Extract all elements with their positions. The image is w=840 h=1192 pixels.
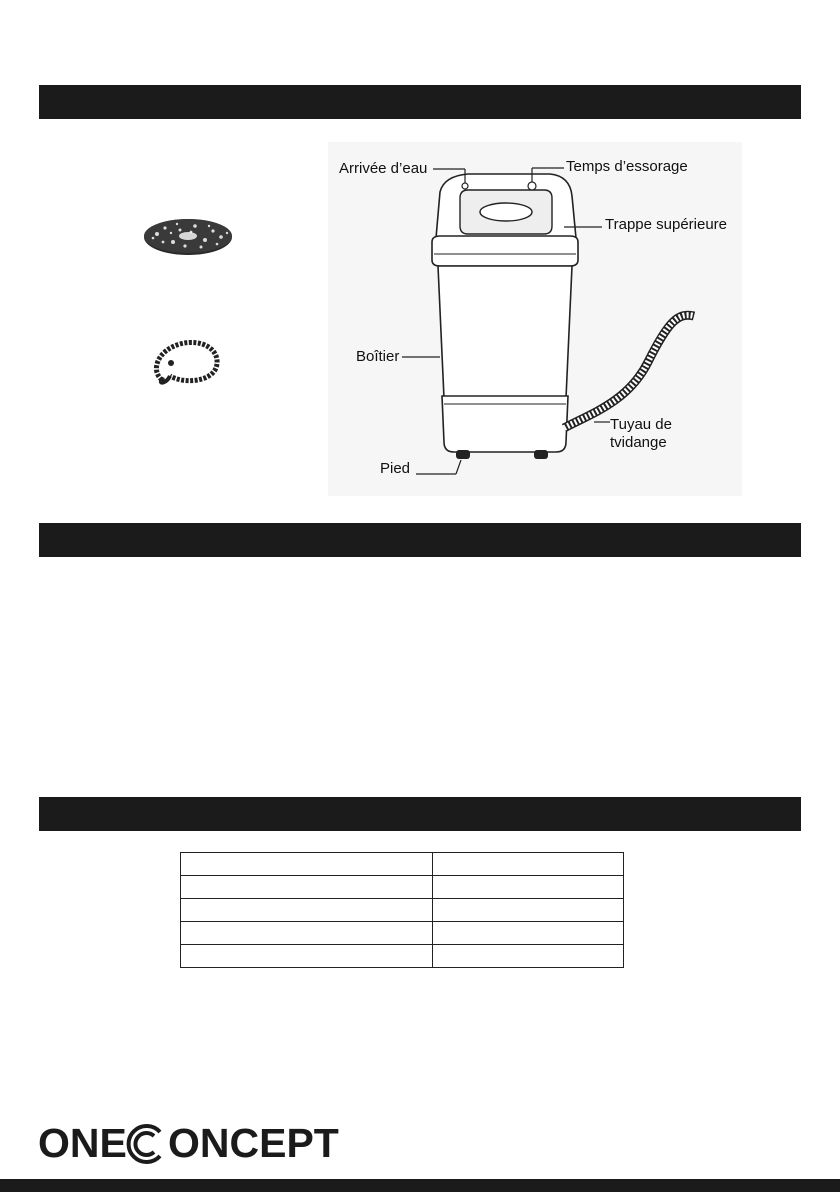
section-header-bar-3 <box>39 797 801 831</box>
top-lid-label: Trappe supérieure <box>605 216 728 233</box>
footer-bar <box>0 1179 840 1192</box>
table-cell <box>433 945 624 968</box>
table-cell <box>433 853 624 876</box>
spec-table <box>180 852 624 968</box>
table-cell <box>181 922 433 945</box>
filter-disc-image <box>135 200 241 268</box>
table-row <box>181 899 624 922</box>
table-cell <box>181 853 433 876</box>
section-header-bar-2 <box>39 523 801 557</box>
table-row <box>181 876 624 899</box>
logo-text-part-2: ONCEPT <box>168 1120 339 1166</box>
spin-timer-label: Temps d’essorage <box>566 158 688 175</box>
table-cell <box>181 876 433 899</box>
housing-label: Boîtier <box>356 348 400 365</box>
section-header-bar-1 <box>39 85 801 119</box>
water-inlet-label: Arrivée d’eau <box>339 160 428 177</box>
table-cell <box>181 945 433 968</box>
hose-coil-image <box>140 320 236 396</box>
table-row <box>181 853 624 876</box>
logo-c-ring-icon <box>122 1122 168 1166</box>
table-row <box>181 945 624 968</box>
foot-label: Pied <box>380 460 411 477</box>
drain-hose-label: Tuyau de tvidange <box>610 416 672 451</box>
table-cell <box>181 899 433 922</box>
table-row <box>181 922 624 945</box>
logo-text-part-1: ONE <box>38 1120 127 1166</box>
table-cell <box>433 922 624 945</box>
table-cell <box>433 876 624 899</box>
table-cell <box>433 899 624 922</box>
